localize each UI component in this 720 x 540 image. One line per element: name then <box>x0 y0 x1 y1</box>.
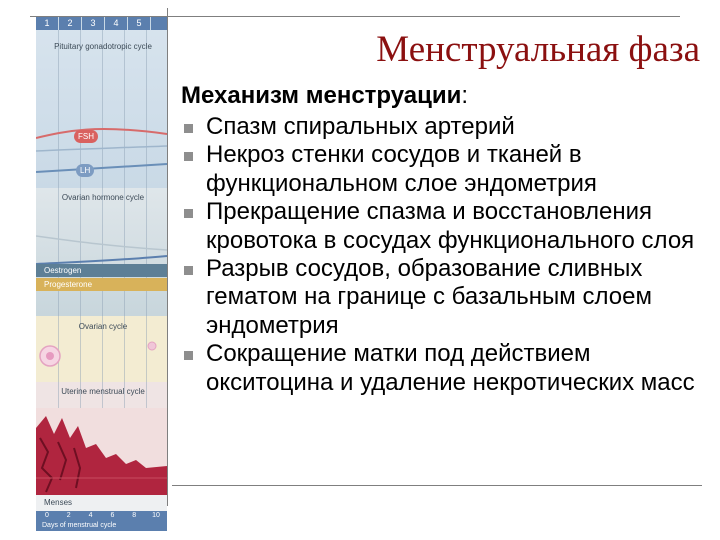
heading-colon: : <box>461 82 469 109</box>
pituitary-label: Pituitary gonadotropic cycle <box>54 42 152 51</box>
follicle-graphic <box>36 334 167 378</box>
axis-number: 4 <box>88 512 93 519</box>
menstrual-cycle-diagram <box>36 16 167 531</box>
oestrogen-label: Oestrogen <box>36 264 167 277</box>
gonadotropin-curves <box>36 76 167 186</box>
bottom-rule <box>172 485 702 486</box>
axis-number: 8 <box>132 512 137 519</box>
lh-label: LH <box>76 164 94 177</box>
axis-number: 0 <box>44 512 49 519</box>
square-bullet-icon <box>184 266 193 275</box>
day-number: 1 <box>36 16 59 30</box>
day-number: 2 <box>59 16 82 30</box>
axis-number: 10 <box>152 512 160 519</box>
list-item <box>181 141 711 198</box>
heading-text: Механизм менструации <box>181 82 462 109</box>
bullet-list <box>181 113 711 397</box>
list-item <box>181 340 711 397</box>
day-number: 4 <box>105 16 128 30</box>
axis-number: 2 <box>66 512 71 519</box>
axis-number: 6 <box>110 512 115 519</box>
ovarian-cycle-label: Ovarian cycle <box>78 322 128 331</box>
day-number: 5 <box>128 16 151 30</box>
list-item <box>181 255 711 340</box>
list-item-text: Спазм спиральных артерий <box>206 113 515 140</box>
square-bullet-icon <box>184 209 193 218</box>
uterine-label: Uterine menstrual cycle <box>61 387 145 396</box>
fsh-label: FSH <box>74 130 98 143</box>
endometrium-graphic <box>36 408 167 496</box>
list-item <box>181 113 711 141</box>
square-bullet-icon <box>184 124 193 133</box>
square-bullet-icon <box>184 152 193 161</box>
vertical-rule <box>167 8 168 506</box>
progesterone-label: Progesterone <box>36 278 167 291</box>
section-heading <box>181 81 468 111</box>
top-rule <box>30 16 680 17</box>
list-item-text: Сокращение матки под действием окситоцина и удаление некротических масс <box>206 340 695 396</box>
list-item-text: Некроз стенки сосудов и тканей в функциональном слое эндометрия <box>206 141 597 197</box>
list-item-text: Прекращение спазма и восстановления кровотока в сосудах функционального слоя <box>206 198 695 254</box>
square-bullet-icon <box>184 351 193 360</box>
ovarian-hormone-label: Ovarian hormone cycle <box>61 193 145 202</box>
slide-title: Менструальная фаза <box>376 29 700 70</box>
day-number: 3 <box>82 16 105 30</box>
menses-label: Menses <box>36 495 167 511</box>
days-axis <box>36 511 167 531</box>
list-item-text: Разрыв сосудов, образование сливных гематом на границе с базальным слоем эндометрия <box>206 255 652 339</box>
list-item <box>181 198 711 255</box>
days-caption: Days of menstrual cycle <box>42 522 117 529</box>
day-numbers <box>36 16 167 30</box>
